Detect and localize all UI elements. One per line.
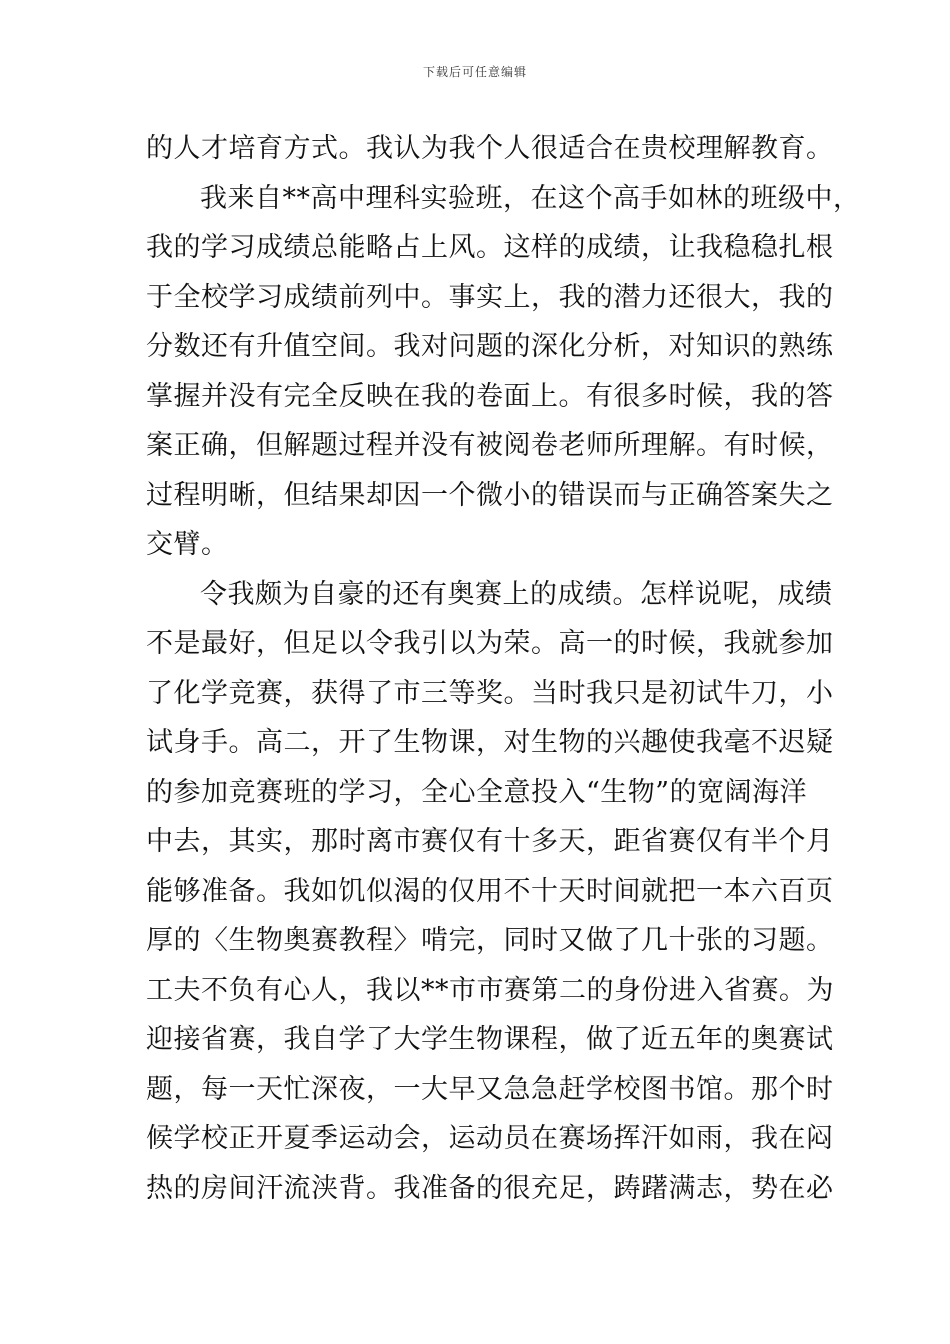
text-line: 分数还有升值空间。我对问题的深化分析，对知识的熟练 bbox=[146, 331, 834, 362]
text-line: 的人才培育方式。我认为我个人很适合在贵校理解教育。 bbox=[146, 133, 834, 164]
text-line: 令我颇为自豪的还有奥赛上的成绩。怎样说呢，成绩 bbox=[200, 578, 833, 610]
text-line: 我来自**高中理科实验班，在这个高手如林的班级中， bbox=[200, 182, 861, 214]
text-line: 热的房间汗流浃背。我准备的很充足，踌躇满志，势在必 bbox=[146, 1172, 834, 1204]
text-line: 于全校学习成绩前列中。事实上，我的潜力还很大，我的 bbox=[146, 281, 834, 313]
text-line: 试身手。高二，开了生物课，对生物的兴趣使我毫不迟疑 bbox=[146, 727, 834, 758]
text-line: 不是最好，但足以令我引以为荣。高一的时候，我就参加 bbox=[146, 628, 834, 659]
text-line: 我的学习成绩总能略占上风。这样的成绩，让我稳稳扎根 bbox=[146, 232, 834, 263]
text-line: 题，每一天忙深夜，一大早又急急赶学校图书馆。那个时 bbox=[146, 1073, 834, 1105]
text-line: 了化学竞赛，获得了市三等奖。当时我只是初试牛刀，小 bbox=[146, 677, 834, 709]
document-body bbox=[146, 124, 861, 1213]
page-header: 下载后可任意编辑 bbox=[422, 65, 527, 79]
text-line: 掌握并没有完全反映在我的卷面上。有很多时候，我的答 bbox=[146, 380, 834, 412]
text-line: 过程明晰，但结果却因一个微小的错误而与正确答案失之 bbox=[146, 479, 834, 511]
text-line: 厚的〈生物奥赛教程〉啃完，同时又做了几十张的习题。 bbox=[146, 925, 834, 956]
text-line: 工夫不负有心人，我以**市市赛第二的身份进入省赛。为 bbox=[146, 974, 834, 1006]
text-line: 迎接省赛，我自学了大学生物课程，做了近五年的奥赛试 bbox=[146, 1024, 834, 1055]
text-line: 案正确，但解题过程并没有被阅卷老师所理解。有时候， bbox=[146, 430, 834, 461]
text-line: 交臂。 bbox=[146, 529, 229, 560]
text-line: 候学校正开夏季运动会，运动员在赛场挥汗如雨，我在闷 bbox=[146, 1123, 834, 1154]
text-line: 能够准备。我如饥似渴的仅用不十天时间就把一本六百页 bbox=[146, 875, 834, 907]
text-line: 的参加竞赛班的学习，全心全意投入“生物”的宽阔海洋 bbox=[146, 776, 808, 808]
text-line: 中去，其实，那时离市赛仅有十多天，距省赛仅有半个月 bbox=[146, 826, 834, 857]
